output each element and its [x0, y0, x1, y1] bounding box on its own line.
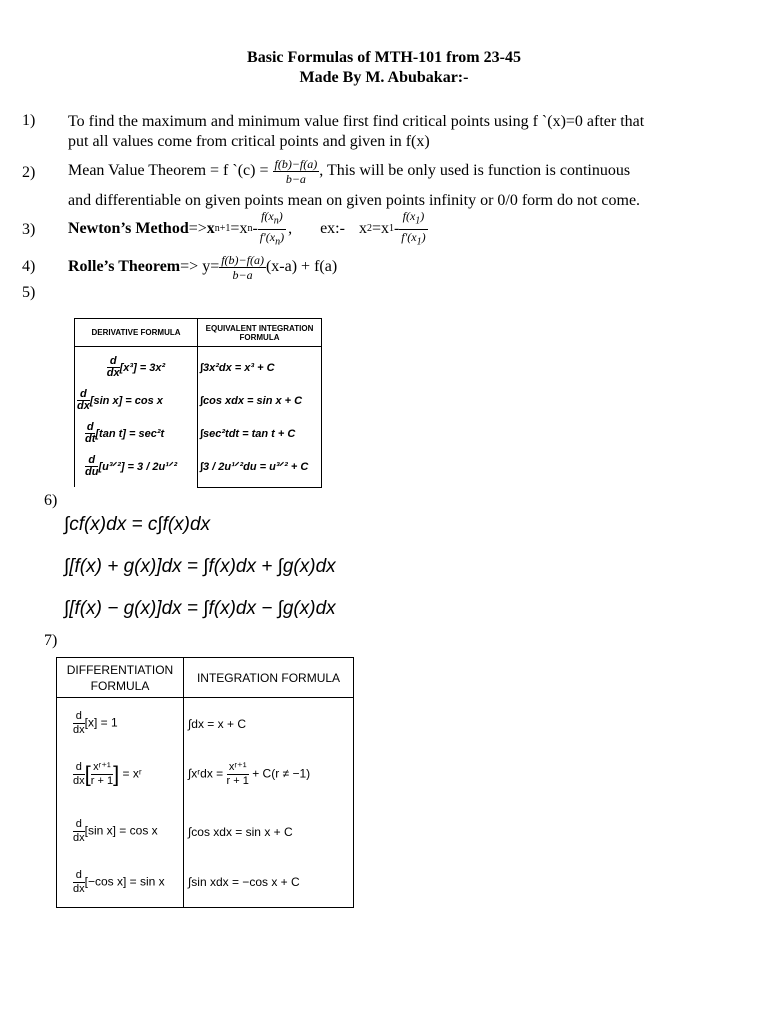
mvt-prefix: Mean Value Theorem = f `(c) = — [68, 162, 269, 179]
table-row — [57, 744, 354, 806]
integral-rule-constant-multiple: ∫cf(x)dx = c∫f(x)dx — [64, 514, 211, 535]
table1-row-2-derivative: d dx [sin x] = cos x — [77, 388, 163, 412]
item-number-3: 3) — [22, 221, 36, 238]
newton-eq: =x — [230, 220, 248, 237]
newton-lhs-sub: n+1 — [214, 223, 231, 234]
mvt-fraction-denominator: b−a — [285, 171, 306, 186]
newton-example-lhs-sub: 2 — [366, 223, 372, 234]
rolle-suffix: (x-a) + f(a) — [265, 258, 338, 275]
newton-separator: , — [288, 220, 293, 237]
item-2-line-2: and differentiable on given points mean on given points infinity or 0/0 form do not come. — [68, 192, 641, 209]
newton-arrow: => — [188, 220, 207, 237]
newtons-method — [68, 208, 428, 250]
table2-row-4-integration: ∫sin xdx = −cos x + C — [184, 858, 354, 908]
table1-row-2-integration: ∫cos xdx = sin x + C — [200, 394, 303, 407]
rolle-fraction — [219, 253, 266, 282]
rolle-fraction-denominator: b−a — [232, 267, 253, 282]
page-title: Basic Formulas of MTH-101 from 23-45 — [247, 49, 521, 66]
newton-fraction-denominator: $f'(x_n)$ — [259, 229, 285, 247]
table1-derivative-column — [75, 347, 198, 488]
newton-example-eq: =x — [371, 220, 389, 237]
table2-header-integration: INTEGRATION FORMULA — [184, 658, 354, 698]
table1-row-1-integration: ∫3x²dx = x³ + C — [200, 361, 275, 374]
item-number-1: 1) — [22, 112, 36, 129]
item-number-5: 5) — [22, 284, 36, 301]
table1-row-1-derivative: d dx [x³] = 3x² — [106, 355, 166, 379]
newton-eq-sub: n — [247, 223, 253, 234]
newton-example-label: ex:- — [320, 220, 345, 237]
newton-fraction-numerator: $f(x_n)$ — [258, 209, 286, 229]
table-row — [57, 858, 354, 908]
table2-row-4-derivative: $\frac{d}{dx}[-\cos$ x] = sin x — [57, 858, 184, 908]
table1-row-4-integration: ∫3 / 2u¹ᐟ²du = u³ᐟ² + C — [200, 461, 309, 473]
table2-row-3-derivative: $\frac{d}{dx}[\sin$ x] = cos x — [57, 806, 184, 858]
newton-example-numerator: $f(x_1)$ — [399, 209, 427, 229]
table2-row-1-integration: ∫dx = x + C — [184, 704, 354, 744]
newton-example-eq-sub: 1 — [388, 223, 394, 234]
mvt-fraction-numerator: f(b)−f(a) — [274, 156, 318, 171]
newton-example-denominator: $f'(x_1)$ — [401, 229, 426, 247]
newton-minus: - — [252, 220, 258, 237]
table1-row-3-integration: ∫sec²tdt = tan t + C — [200, 427, 296, 440]
author-line: Made By M. Abubakar:- — [299, 69, 469, 86]
newton-example-fraction — [399, 209, 427, 249]
item-number-2: 2) — [22, 164, 36, 181]
integral-rule-difference: ∫[f(x) − g(x)]dx = ∫f(x)dx − ∫g(x)dx — [64, 598, 336, 619]
item-1-line-1: To find the maximum and minimum value first find critical points using f `(x)=0 after that — [68, 113, 645, 130]
table1-integration-column — [198, 347, 322, 488]
mvt-fraction — [273, 157, 320, 186]
item-number-6: 6) — [44, 492, 58, 509]
differentiation-integration-table — [56, 657, 354, 908]
table2-row-2-integration: ∫xʳdx = $\frac{\text{xʳ⁺¹}}{r + 1} + C(r \ne -1)$ — [184, 744, 354, 806]
table1-header-derivative: DERIVATIVE FORMULA — [75, 319, 198, 347]
table2-row-3-integration: ∫cos xdx = sin x + C — [184, 806, 354, 858]
mean-value-theorem — [68, 152, 630, 190]
newton-lhs: x — [206, 220, 215, 237]
item-number-7: 7) — [44, 632, 58, 649]
rolles-theorem — [68, 248, 337, 286]
table2-header-differentiation: DIFFERENTIATION FORMULA — [57, 658, 184, 698]
table1-row-3-derivative: d dt [tan t] = sec²t — [85, 421, 165, 445]
newton-example-lhs: x — [358, 220, 367, 237]
newton-label: Newton’s Method — [68, 220, 189, 237]
table2-row-2-derivative: $\frac{d}{dx}$[ $\frac{\text{xʳ⁺¹}}{r + 1}$] = xʳ — [57, 744, 184, 806]
rolle-arrow: => y= — [180, 258, 220, 275]
newton-fraction — [258, 209, 286, 249]
rolle-fraction-numerator: f(b)−f(a) — [221, 252, 264, 267]
table1-header-integration: EQUIVALENT INTEGRATION FORMULA — [198, 319, 322, 347]
mvt-suffix: , This will be only used is function is continuous — [319, 162, 631, 179]
table2-row-1-derivative: $\frac{d}{dx}[x] = 1$ — [57, 704, 184, 744]
item-number-4: 4) — [22, 258, 36, 275]
table-row — [57, 806, 354, 858]
integral-rule-sum: ∫[f(x) + g(x)]dx = ∫f(x)dx + ∫g(x)dx — [64, 556, 336, 577]
item-1-line-2: put all values come from critical points and given in f(x) — [68, 133, 430, 150]
newton-example-minus: - — [393, 220, 400, 237]
table-row — [75, 347, 322, 488]
table1-row-4-derivative: d du [u³ᐟ²] = 3 / 2u¹ᐟ² — [85, 454, 178, 478]
table-row — [57, 704, 354, 744]
rolle-label: Rolle’s Theorem — [68, 258, 181, 275]
derivative-integration-table — [74, 318, 322, 488]
